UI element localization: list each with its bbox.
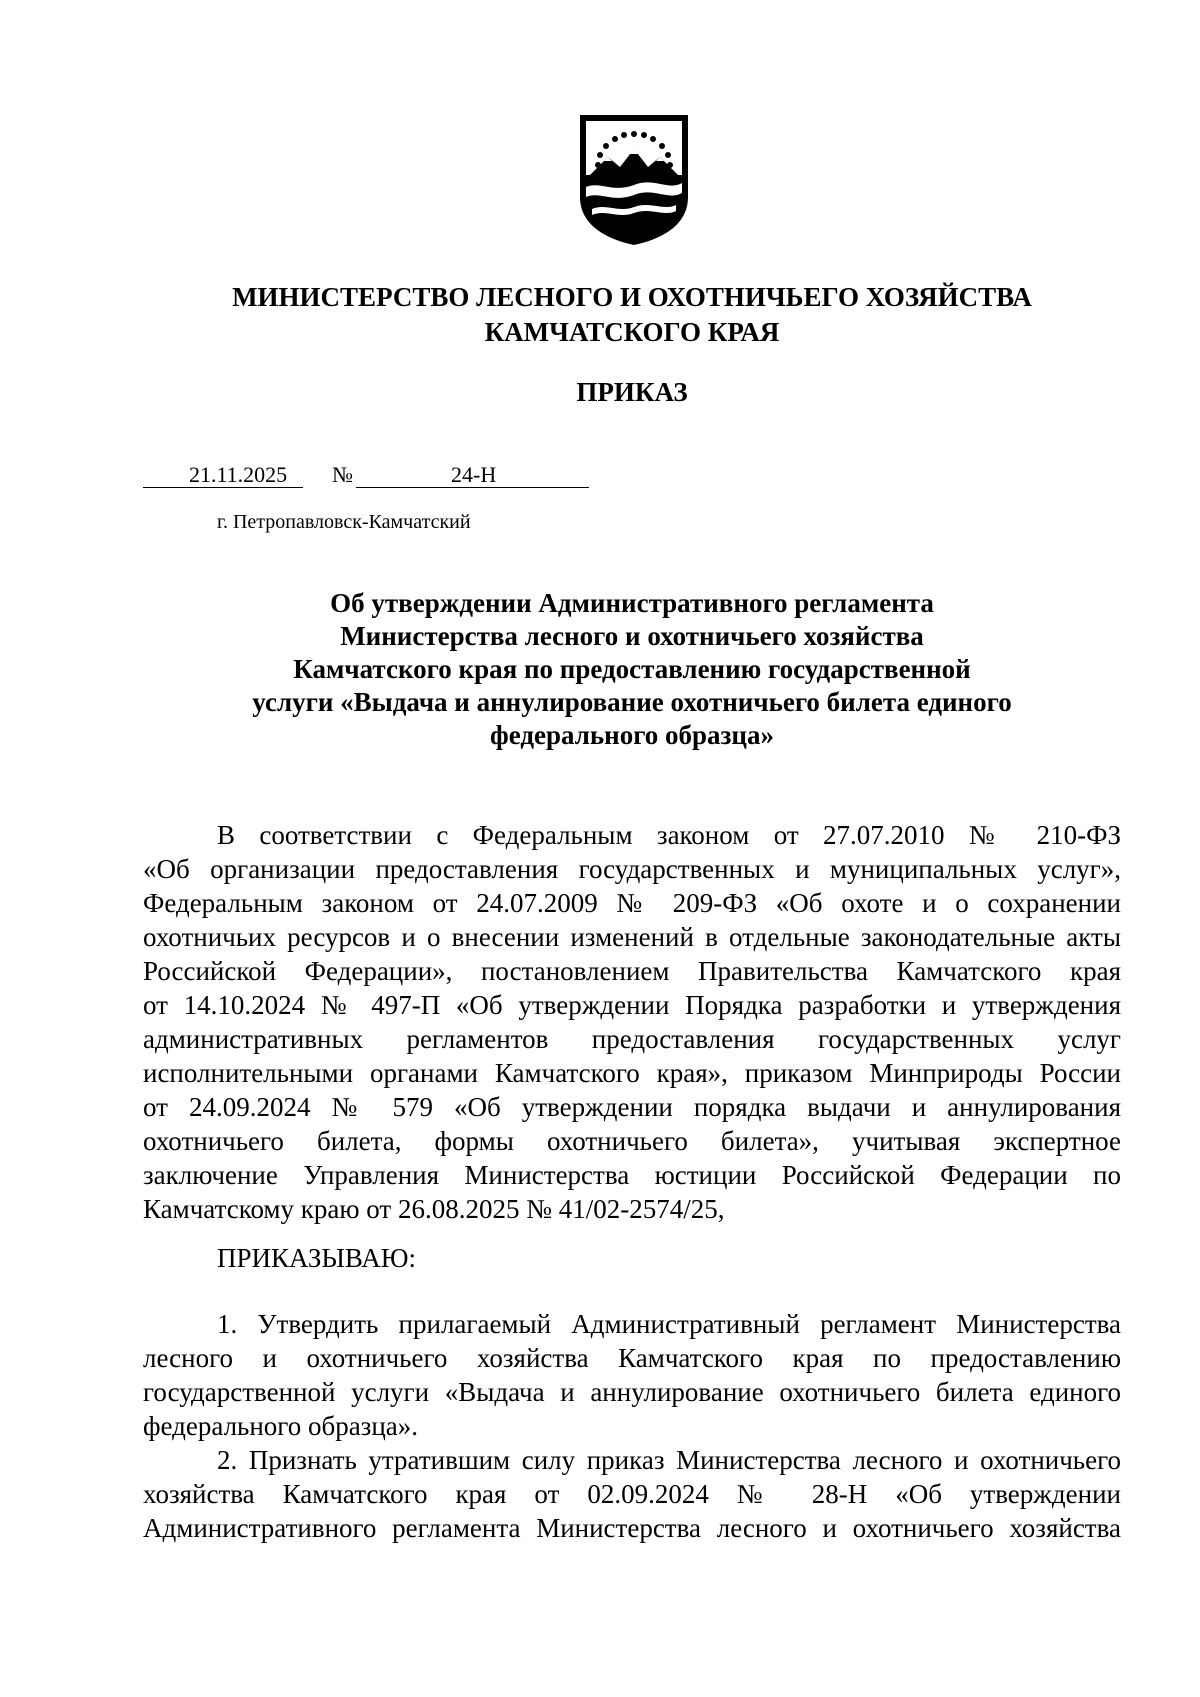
preamble-line: охотничьего билета, формы охотничьего билета», учитывая экспертное <box>143 1126 1121 1156</box>
item-1-line: федерального образца». <box>143 1411 419 1441</box>
item-2-line: Административного регламента Министерства лесного и охотничьего хозяйства <box>143 1513 1121 1543</box>
preamble-line: охотничьих ресурсов и о внесении изменений в отдельные законодательные акты <box>143 922 1121 952</box>
item-2-line: хозяйства Камчатского края от 02.09.2024 № 28-Н «Об утверждении <box>143 1479 1121 1509</box>
item-1-line: лесного и охотничьего хозяйства Камчатского края по предоставлению <box>143 1343 1121 1373</box>
preamble-line: «Об организации предоставления государственных и муниципальных услуг», <box>143 854 1121 884</box>
subject-line: Об утверждении Административного регламента <box>330 588 934 618</box>
subject-line: федерального образца» <box>490 720 774 750</box>
subject-line: услуги «Выдача и аннулирование охотничьего билета единого <box>252 687 1012 717</box>
preamble-line: В соответствии с Федеральным законом от 27.07.2010 № 210-ФЗ <box>217 820 1121 850</box>
document-city: г. Петропавловск-Камчатский <box>217 511 471 533</box>
preamble-line: от 14.10.2024 № 497-П «Об утверждении Порядка разработки и утверждения <box>143 990 1121 1020</box>
kamchatka-coat-of-arms-icon <box>578 113 690 247</box>
ministry-name <box>0 280 1200 350</box>
preamble-line: заключение Управления Министерства юстиции Российской Федерации по <box>143 1160 1121 1190</box>
document-number: 24-Н <box>451 462 497 487</box>
preamble-line: исполнительными органами Камчатского края», приказом Минприроды России <box>143 1058 1121 1088</box>
preamble-line: от 24.09.2024 № 579 «Об утверждении порядка выдачи и аннулирования <box>143 1092 1121 1122</box>
subject-line: Министерства лесного и охотничьего хозяйства <box>340 621 924 651</box>
preamble-line: Российской Федерации», постановлением Правительства Камчатского края <box>143 956 1121 986</box>
item-1-line: 1. Утвердить прилагаемый Административный регламент Министерства <box>217 1309 1121 1339</box>
preamble-line: Федеральным законом от 24.07.2009 № 209-ФЗ «Об охоте и о сохранении <box>143 888 1121 918</box>
document-type-title: ПРИКАЗ <box>576 377 688 407</box>
item-1-line: государственной услуги «Выдача и аннулирование охотничьего билета единого <box>143 1377 1121 1407</box>
item-2-line: 2. Признать утратившим силу приказ Министерства лесного и охотничьего <box>217 1445 1121 1475</box>
number-sign: № <box>332 462 353 487</box>
ministry-name-line-2: КАМЧАТСКОГО КРАЯ <box>484 317 780 347</box>
document-subject <box>0 587 1200 752</box>
preamble-line: Камчатскому краю от 26.08.2025 № 41/02-2574/25, <box>143 1194 725 1224</box>
order-word: ПРИКАЗЫВАЮ: <box>217 1243 416 1273</box>
ministry-name-line-1: МИНИСТЕРСТВО ЛЕСНОГО И ОХОТНИЧЬЕГО ХОЗЯЙСТВА <box>232 282 1032 312</box>
document-date: 21.11.2025 <box>189 462 288 487</box>
subject-line: Камчатского края по предоставлению государственной <box>293 654 971 684</box>
preamble-line: административных регламентов предоставления государственных услуг <box>143 1024 1121 1054</box>
